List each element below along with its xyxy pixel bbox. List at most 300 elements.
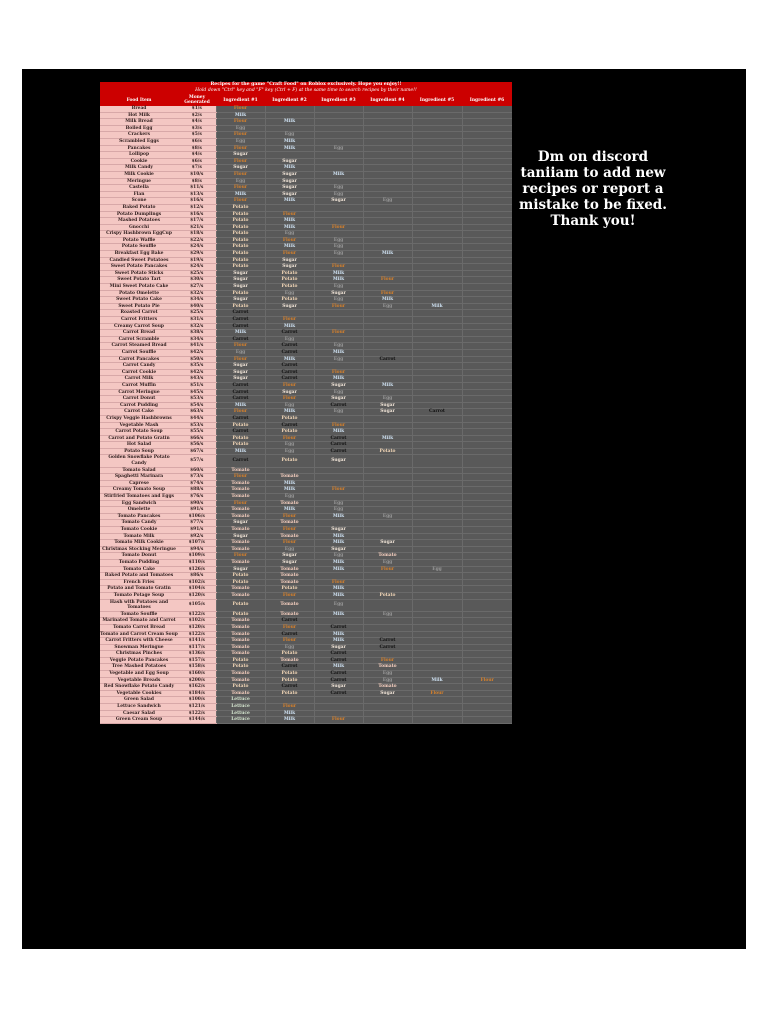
food-item-cell: Pancakes xyxy=(100,145,178,152)
ingredient-cell: Tomato xyxy=(363,553,412,560)
food-item-cell: Sweet Potato Sticks xyxy=(100,270,178,277)
money-cell: $121/s xyxy=(178,704,216,711)
food-item-cell: Tomato and Carrot Cream Soup xyxy=(100,631,178,637)
food-item-cell: Green Cream Soup xyxy=(100,717,178,724)
ingredient-cell: Potato xyxy=(265,297,314,304)
ingredient-cell xyxy=(412,559,462,566)
ingredient-cell xyxy=(462,257,512,264)
ingredient-cell xyxy=(462,448,512,455)
ingredient-cell xyxy=(412,624,462,631)
ingredient-cell: Tomato xyxy=(216,494,265,501)
ingredient-cell: Tomato xyxy=(265,657,314,664)
money-cell: $76/s xyxy=(178,494,216,501)
ingredient-cell: Egg xyxy=(314,185,363,192)
ingredient-cell xyxy=(314,415,363,422)
money-cell: $43/s xyxy=(178,376,216,383)
money-cell: $162/s xyxy=(178,684,216,691)
money-cell: $104/s xyxy=(178,586,216,593)
table-row xyxy=(100,592,512,599)
ingredient-cell xyxy=(412,211,462,218)
ingredient-cell: Sugar xyxy=(265,389,314,396)
food-item-cell: Crispy Veggie Hashbrowns xyxy=(100,415,178,422)
ingredient-cell: Potato xyxy=(216,237,265,244)
ingredient-cell: Flour xyxy=(216,119,265,126)
ingredient-cell xyxy=(412,507,462,514)
ingredient-cell xyxy=(314,573,363,580)
food-item-cell: Cookie xyxy=(100,158,178,165)
ingredient-cell xyxy=(363,171,412,178)
ingredient-cell xyxy=(462,376,512,383)
ingredient-cell xyxy=(363,429,412,436)
ingredient-cell xyxy=(314,520,363,527)
ingredient-cell: Potato xyxy=(265,415,314,422)
ingredient-cell xyxy=(462,657,512,664)
ingredient-cell xyxy=(462,125,512,132)
money-cell: $12/s xyxy=(178,204,216,211)
ingredient-cell xyxy=(462,573,512,580)
ingredient-cell: Milk xyxy=(265,323,314,330)
ingredient-cell: Sugar xyxy=(216,533,265,540)
ingredient-cell xyxy=(412,684,462,691)
table-row xyxy=(100,480,512,487)
money-cell: $200/s xyxy=(178,677,216,684)
ingredient-cell xyxy=(412,138,462,145)
ingredient-cell: Potato xyxy=(265,586,314,593)
table-row xyxy=(100,204,512,211)
money-cell: $34/s xyxy=(178,297,216,304)
ingredient-cell: Carrot xyxy=(216,310,265,317)
ingredient-cell: Tomato xyxy=(216,527,265,534)
ingredient-cell xyxy=(412,376,462,383)
ingredient-cell: Flour xyxy=(265,251,314,258)
ingredient-cell: Sugar xyxy=(265,257,314,264)
table-row xyxy=(100,599,512,611)
ingredient-cell xyxy=(363,363,412,370)
ingredient-cell: Flour xyxy=(265,396,314,403)
food-item-cell: Caesar Salad xyxy=(100,710,178,717)
ingredient-cell: Flour xyxy=(265,435,314,442)
ingredient-cell: Potato xyxy=(216,251,265,258)
money-cell: $5/s xyxy=(178,132,216,139)
money-cell: $4/s xyxy=(178,119,216,126)
food-item-cell: Gnocchi xyxy=(100,224,178,231)
ingredient-cell xyxy=(412,664,462,671)
ingredient-cell: Tomato xyxy=(216,586,265,593)
table-header-row xyxy=(100,94,512,106)
ingredient-cell xyxy=(412,244,462,251)
money-cell: $88/s xyxy=(178,487,216,494)
ingredient-cell: Tomato xyxy=(216,690,265,697)
ingredient-cell xyxy=(412,396,462,403)
ingredient-cell xyxy=(412,218,462,225)
ingredient-cell: Milk xyxy=(363,297,412,304)
ingredient-cell xyxy=(462,500,512,507)
ingredient-cell xyxy=(412,323,462,330)
ingredient-cell: Potato xyxy=(216,579,265,586)
ingredient-cell xyxy=(462,152,512,159)
food-item-cell: Potato Waffle xyxy=(100,237,178,244)
money-cell: $38/s xyxy=(178,330,216,337)
ingredient-cell xyxy=(412,165,462,172)
table-row xyxy=(100,638,512,645)
ingredient-cell: Tomato xyxy=(216,618,265,625)
ingredient-cell xyxy=(462,224,512,231)
ingredient-cell: Tomato xyxy=(216,677,265,684)
ingredient-cell: Sugar xyxy=(265,185,314,192)
food-item-cell: Boiled Egg xyxy=(100,125,178,132)
ingredient-cell: Tomato xyxy=(265,599,314,611)
ingredient-cell: Flour xyxy=(216,474,265,481)
ingredient-cell xyxy=(363,244,412,251)
ingredient-cell xyxy=(462,671,512,678)
ingredient-cell xyxy=(462,533,512,540)
ingredient-cell: Carrot xyxy=(265,349,314,356)
food-item-cell: Lettuce Sandwich xyxy=(100,704,178,711)
table-row xyxy=(100,277,512,284)
ingredient-cell: Potato xyxy=(216,684,265,691)
column-header-ingredient-2: Ingredient #2 xyxy=(265,94,314,106)
sheet-title: Recipes for the game "Craft Food" on Roblox exclusively. Hope you enjoy!! xyxy=(100,82,512,88)
ingredient-cell xyxy=(462,651,512,658)
food-item-cell: Candied Sweet Potatoes xyxy=(100,257,178,264)
ingredient-cell: Sugar xyxy=(216,566,265,573)
ingredient-cell xyxy=(412,533,462,540)
money-cell: $55/s xyxy=(178,429,216,436)
ingredient-cell xyxy=(363,264,412,271)
ingredient-cell: Sugar xyxy=(363,690,412,697)
ingredient-cell xyxy=(363,520,412,527)
ingredient-cell xyxy=(412,553,462,560)
ingredient-cell xyxy=(462,244,512,251)
ingredient-cell xyxy=(462,389,512,396)
ingredient-cell: Milk xyxy=(265,218,314,225)
ingredient-cell xyxy=(363,145,412,152)
table-row xyxy=(100,520,512,527)
table-row xyxy=(100,231,512,238)
ingredient-cell: Flour xyxy=(363,566,412,573)
money-cell: $18/s xyxy=(178,231,216,238)
ingredient-cell xyxy=(363,442,412,449)
ingredient-cell xyxy=(462,553,512,560)
table-row xyxy=(100,145,512,152)
ingredient-cell xyxy=(412,251,462,258)
table-row xyxy=(100,710,512,717)
ingredient-cell xyxy=(462,165,512,172)
ingredient-cell xyxy=(314,119,363,126)
ingredient-cell: Lettuce xyxy=(216,697,265,704)
ingredient-cell xyxy=(462,237,512,244)
ingredient-cell xyxy=(462,343,512,350)
ingredient-cell: Flour xyxy=(265,237,314,244)
food-item-cell: Crispy Hashbrown EggCup xyxy=(100,231,178,238)
ingredient-cell: Egg xyxy=(314,500,363,507)
column-header-ingredient-6: Ingredient #6 xyxy=(462,94,512,106)
money-cell: $105/s xyxy=(178,599,216,611)
food-item-cell: Carrot Potato Soup xyxy=(100,429,178,436)
ingredient-cell xyxy=(462,513,512,520)
ingredient-cell xyxy=(363,349,412,356)
money-cell: $27/s xyxy=(178,284,216,291)
ingredient-cell: Egg xyxy=(363,677,412,684)
ingredient-cell: Milk xyxy=(314,540,363,547)
discord-note: Dm on discord taniiam to add new recipes or report a mistake to be fixed. Thank you! xyxy=(519,149,667,229)
money-cell: $29/s xyxy=(178,251,216,258)
money-cell: $8/s xyxy=(178,178,216,185)
ingredient-cell xyxy=(314,178,363,185)
food-item-cell: Green Salad xyxy=(100,697,178,704)
food-item-cell: Carrot Milk xyxy=(100,376,178,383)
table-row xyxy=(100,611,512,618)
ingredient-cell: Milk xyxy=(314,638,363,645)
food-item-cell: Hot Milk xyxy=(100,112,178,119)
ingredient-cell xyxy=(462,284,512,291)
ingredient-cell: Flour xyxy=(265,540,314,547)
money-cell: $54/s xyxy=(178,402,216,409)
table-row xyxy=(100,349,512,356)
table-row xyxy=(100,566,512,573)
ingredient-cell xyxy=(363,119,412,126)
food-item-cell: Tomato Donut xyxy=(100,553,178,560)
table-row xyxy=(100,323,512,330)
food-item-cell: Sweet Potato Cake xyxy=(100,297,178,304)
ingredient-cell: Tomato xyxy=(265,520,314,527)
ingredient-cell xyxy=(412,297,462,304)
ingredient-cell xyxy=(462,317,512,324)
table-row xyxy=(100,237,512,244)
ingredient-cell xyxy=(363,546,412,553)
ingredient-cell: Flour xyxy=(265,317,314,324)
ingredient-cell xyxy=(462,330,512,337)
ingredient-cell: Carrot xyxy=(314,402,363,409)
money-cell: $24/s xyxy=(178,264,216,271)
food-item-cell: Carrot Steamed Bread xyxy=(100,343,178,350)
ingredient-cell xyxy=(363,152,412,159)
column-header-food-item: Food Item xyxy=(100,94,178,106)
ingredient-cell xyxy=(462,297,512,304)
table-row xyxy=(100,429,512,436)
ingredient-cell xyxy=(265,125,314,132)
ingredient-cell: Milk xyxy=(265,244,314,251)
ingredient-cell xyxy=(412,474,462,481)
money-cell: $21/s xyxy=(178,224,216,231)
ingredient-cell xyxy=(462,264,512,271)
ingredient-cell: Flour xyxy=(265,211,314,218)
ingredient-cell: Sugar xyxy=(314,382,363,389)
food-item-cell: Tomato Milk xyxy=(100,533,178,540)
money-cell: $109/s xyxy=(178,553,216,560)
ingredient-cell: Flour xyxy=(216,132,265,139)
ingredient-cell xyxy=(412,448,462,455)
food-item-cell: Castella xyxy=(100,185,178,192)
ingredient-cell: Potato xyxy=(216,290,265,297)
ingredient-cell: Tomato xyxy=(216,631,265,638)
ingredient-cell: Sugar xyxy=(265,178,314,185)
ingredient-cell xyxy=(462,290,512,297)
food-item-cell: Vegetable Breads xyxy=(100,677,178,684)
ingredient-cell xyxy=(314,125,363,132)
food-item-cell: Bread xyxy=(100,106,178,112)
food-item-cell: Sweet Potato Pancakes xyxy=(100,264,178,271)
ingredient-cell: Lettuce xyxy=(216,704,265,711)
ingredient-cell xyxy=(462,586,512,593)
ingredient-cell: Potato xyxy=(216,257,265,264)
ingredient-cell: Flour xyxy=(216,343,265,350)
ingredient-cell: Egg xyxy=(314,297,363,304)
ingredient-cell xyxy=(363,579,412,586)
ingredient-cell: Flour xyxy=(314,487,363,494)
ingredient-cell: Carrot xyxy=(314,690,363,697)
money-cell: $25/s xyxy=(178,310,216,317)
ingredient-cell xyxy=(462,664,512,671)
food-item-cell: Spaghetti Marinara xyxy=(100,474,178,481)
ingredient-cell: Sugar xyxy=(216,369,265,376)
ingredient-cell: Milk xyxy=(265,480,314,487)
ingredient-cell: Sugar xyxy=(265,264,314,271)
food-item-cell: Milk Candy xyxy=(100,165,178,172)
ingredient-cell xyxy=(412,592,462,599)
ingredient-cell xyxy=(363,317,412,324)
ingredient-cell xyxy=(462,171,512,178)
ingredient-cell xyxy=(363,178,412,185)
ingredient-cell xyxy=(462,527,512,534)
ingredient-cell xyxy=(462,270,512,277)
ingredient-cell: Flour xyxy=(216,185,265,192)
food-item-cell: Tomato Pancakes xyxy=(100,513,178,520)
ingredient-cell: Sugar xyxy=(216,297,265,304)
ingredient-cell: Egg xyxy=(363,513,412,520)
food-item-cell: Tomato Cookie xyxy=(100,527,178,534)
ingredient-cell: Potato xyxy=(216,611,265,618)
money-cell: $126/s xyxy=(178,566,216,573)
ingredient-cell: Carrot xyxy=(216,323,265,330)
ingredient-cell: Milk xyxy=(314,270,363,277)
table-row xyxy=(100,448,512,455)
ingredient-cell xyxy=(462,520,512,527)
money-cell: $73/s xyxy=(178,474,216,481)
ingredient-cell xyxy=(462,178,512,185)
ingredient-cell xyxy=(462,429,512,436)
ingredient-cell xyxy=(363,185,412,192)
ingredient-cell: Egg xyxy=(265,336,314,343)
ingredient-cell: Egg xyxy=(265,231,314,238)
ingredient-cell: Tomato xyxy=(363,684,412,691)
ingredient-cell: Potato xyxy=(216,204,265,211)
money-cell: $66/s xyxy=(178,435,216,442)
ingredient-cell xyxy=(363,336,412,343)
ingredient-cell: Tomato xyxy=(216,467,265,474)
ingredient-cell: Flour xyxy=(314,264,363,271)
ingredient-cell: Flour xyxy=(265,638,314,645)
ingredient-cell: Flour xyxy=(314,422,363,429)
ingredient-cell: Sugar xyxy=(216,152,265,159)
ingredient-cell xyxy=(363,132,412,139)
money-cell: $6/s xyxy=(178,138,216,145)
sheet-subtitle: Hold down "Ctrl" key and "F" key (Ctrl + F) at the same time to search recipes by their name!! xyxy=(100,88,512,94)
ingredient-cell: Milk xyxy=(314,592,363,599)
ingredient-cell: Potato xyxy=(216,664,265,671)
table-row xyxy=(100,435,512,442)
ingredient-cell xyxy=(314,231,363,238)
ingredient-cell xyxy=(412,125,462,132)
ingredient-cell xyxy=(412,638,462,645)
ingredient-cell: Egg xyxy=(314,389,363,396)
ingredient-cell xyxy=(412,389,462,396)
money-cell: $120/s xyxy=(178,592,216,599)
ingredient-cell xyxy=(412,336,462,343)
ingredient-cell: Carrot xyxy=(314,671,363,678)
table-row xyxy=(100,540,512,547)
ingredient-cell xyxy=(412,611,462,618)
table-row xyxy=(100,198,512,205)
money-cell: $74/s xyxy=(178,480,216,487)
ingredient-cell: Sugar xyxy=(265,303,314,310)
ingredient-cell xyxy=(412,710,462,717)
ingredient-cell: Egg xyxy=(314,507,363,514)
ingredient-cell: Carrot xyxy=(265,618,314,625)
ingredient-cell: Potato xyxy=(265,429,314,436)
ingredient-cell: Tomato xyxy=(216,638,265,645)
ingredient-cell xyxy=(462,145,512,152)
table-row xyxy=(100,586,512,593)
ingredient-cell: Carrot xyxy=(363,644,412,651)
ingredient-cell xyxy=(412,657,462,664)
ingredient-cell xyxy=(462,415,512,422)
money-cell: $122/s xyxy=(178,710,216,717)
ingredient-cell: Tomato xyxy=(216,540,265,547)
ingredient-cell: Lettuce xyxy=(216,717,265,724)
ingredient-cell xyxy=(462,442,512,449)
table-row xyxy=(100,487,512,494)
ingredient-cell: Potato xyxy=(216,244,265,251)
food-item-cell: Carrot Meringue xyxy=(100,389,178,396)
ingredient-cell xyxy=(462,690,512,697)
ingredient-cell: Potato xyxy=(265,270,314,277)
ingredient-cell: Carrot xyxy=(314,657,363,664)
ingredient-cell xyxy=(314,138,363,145)
ingredient-cell: Carrot xyxy=(216,429,265,436)
ingredient-cell xyxy=(462,185,512,192)
ingredient-cell xyxy=(412,513,462,520)
money-cell: $158/s xyxy=(178,664,216,671)
ingredient-cell xyxy=(314,494,363,501)
ingredient-cell xyxy=(462,402,512,409)
money-cell: $94/s xyxy=(178,546,216,553)
ingredient-cell: Egg xyxy=(265,132,314,139)
ingredient-cell: Tomato xyxy=(216,624,265,631)
table-row xyxy=(100,363,512,370)
ingredient-cell: Milk xyxy=(363,435,412,442)
food-item-cell: Tomato Souffle xyxy=(100,611,178,618)
food-item-cell: Scrambled Eggs xyxy=(100,138,178,145)
ingredient-cell: Carrot xyxy=(412,409,462,416)
ingredient-cell xyxy=(412,369,462,376)
table-row xyxy=(100,474,512,481)
ingredient-cell xyxy=(363,330,412,337)
ingredient-cell xyxy=(363,618,412,625)
ingredient-cell xyxy=(314,158,363,165)
ingredient-cell: Flour xyxy=(314,330,363,337)
table-row xyxy=(100,717,512,724)
money-cell: $100/s xyxy=(178,697,216,704)
ingredient-cell: Milk xyxy=(314,631,363,638)
ingredient-cell xyxy=(412,270,462,277)
ingredient-cell xyxy=(363,224,412,231)
ingredient-cell xyxy=(412,546,462,553)
ingredient-cell xyxy=(412,132,462,139)
table-row xyxy=(100,191,512,198)
ingredient-cell xyxy=(462,409,512,416)
table-row xyxy=(100,317,512,324)
